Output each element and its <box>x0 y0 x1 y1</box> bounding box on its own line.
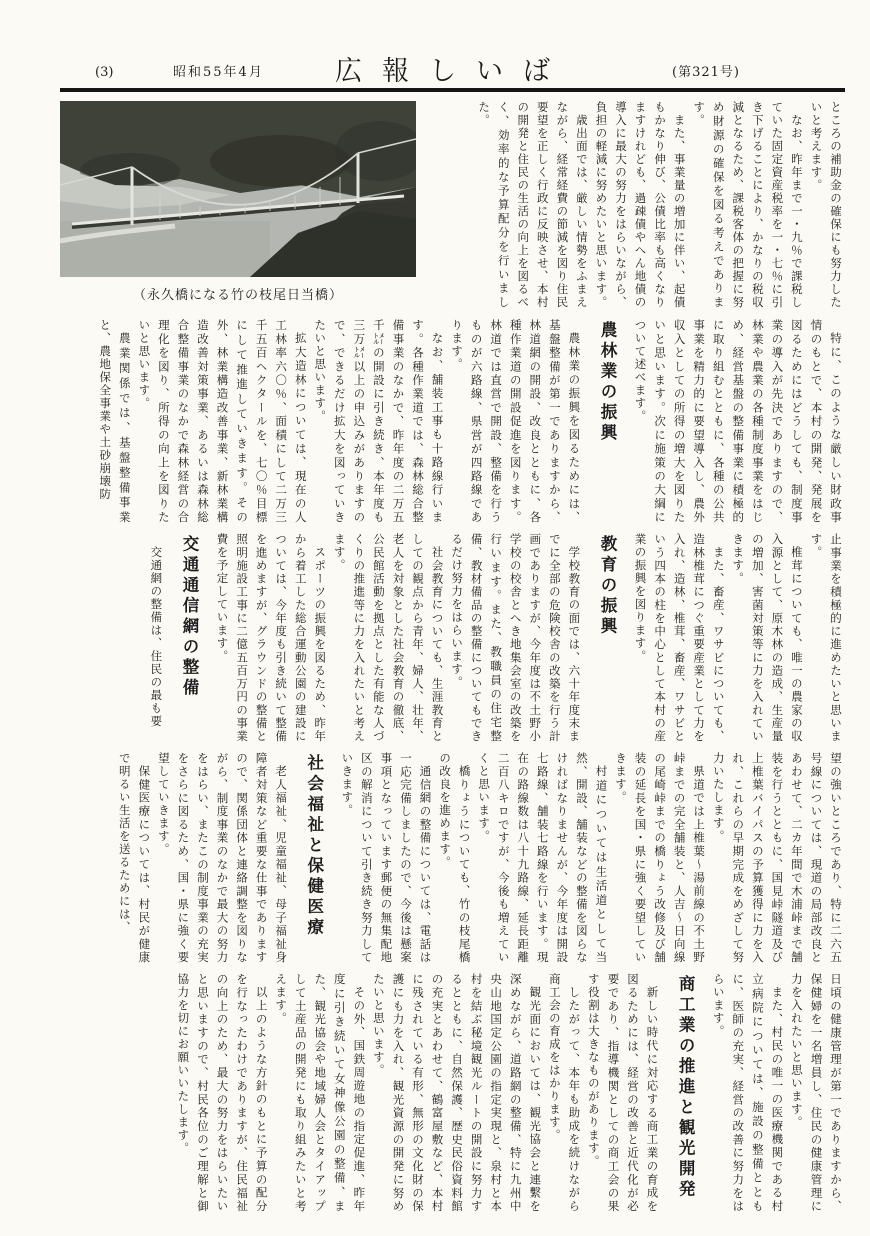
page-number: (3) <box>95 65 114 80</box>
paragraph: 日頃の健康管理が第一でありますから、保健婦を一名増員し、住民の健康管理に力を入れたいと思います。 <box>789 973 843 1213</box>
paragraph: 以上のような方針のもとに予算の配分を行なったわけでありますが、住民福祉の向上のため、最大の努力をはらいたいと思いますので、村民各位のご理解と御協力を切にお願いいたします。 <box>176 973 269 1213</box>
paragraph: なお、昨年まで一・九％で課税していた固定資産税率を一・七％に引き下げることにより、かなりの税収減となるため、課税客体の把握に努め財源の確保を図る考えであります。 <box>692 101 804 309</box>
photo-block <box>60 101 416 309</box>
paragraph: その外、国鉄周遊地の指定促進、昨年度に引き続いて女神像公園の整備、また、観光協会や地域婦人会とタイアップして土産品の開発にも取り組みたいと考えます。 <box>274 973 367 1213</box>
paragraph: また、畜産、ワサビについても、造林椎茸につぐ重要産業として力を入れ、造林、椎茸、畜産、ワサビという四本の柱を中心として本村の産業の振興を図ります。 <box>633 533 726 743</box>
paragraph: 特に、このような厳しい財政事情のもとで、本村の開発、発展を図るためにはどうしても、制度事業の導入が先決でありますので、林業や農業の各種制度事業をはじめ、経営基盤の整備事業に積極的に取り組むとともに、各種の公共事業を精力的に要望導入し、農外収入としての所得の増大を図りたいと思います。次に施策の大綱について述べます。 <box>633 319 843 524</box>
paragraph: 老人福祉、児童福祉、母子福祉身障者対策など重要な仕事でありますので、関係団体と連絡調整を図りながら、制度事業のなかで最大の努力をはらい、またこの制度事業の充実をさらに図るため、国・県に強く要望していきます。 <box>156 752 289 964</box>
section-heading-education: 教育の振興 <box>597 535 617 638</box>
issue-number: (第321号) <box>672 65 740 80</box>
paragraph: また、事業量の増加に伴い、起債もかなり伸び、公債比率も高くなりますけれども、過疎債やへん地債の導入に最大の努力をはらいながら、負担の軽減に努めたいと思います。 <box>594 101 687 309</box>
paragraph: ところの補助金の確保にも努力したいと考えます。 <box>809 101 843 309</box>
paragraph: 通信網の整備については、電話は一応完備しましたので、今後は懸案事項となっています郵便の無集配地区の解消について引き続き努力していきます。 <box>340 752 433 964</box>
paragraph: 交通網の整備は、住民の最も要 <box>149 546 164 728</box>
issue-date: 昭和55年4月 <box>173 65 264 80</box>
band-4 <box>60 752 845 964</box>
article-budget <box>426 101 845 309</box>
paragraph: したがって、本年も助成を続けながら商工会の育成をはかります。 <box>547 973 582 1213</box>
photo-caption: （永久橋になる竹の枝尾日当橋） <box>132 288 343 303</box>
paragraph: 県道では上椎葉～湯前線の不土野峠までの完全舗装と、人吉～日向線の尾崎峠までの橋りょう改修及び舗装の延長を国・県に強く要望していきます。 <box>613 752 707 964</box>
paragraph: 拡大造林については、現在の人工林率六〇％、面積にして二万三千五百ヘクタールを、七〇％目標にして推進していきます。その外、林業構造改善事業、新林業構造改善対策事業、あるいは森林総合整備事業のなかで森林経営の合理化を図り、所得の向上を図りたいと思います。 <box>137 319 308 524</box>
band-1 <box>60 101 845 309</box>
section-heading-agriculture: 農林業の振興 <box>597 321 617 444</box>
paper-title: 広報しいば <box>335 56 570 87</box>
section-heading-transport: 交通通信網の整備 <box>179 535 199 699</box>
paragraph: なお、舗装工事も十路線行います。各種作業道では、森林総合整備事業のなかで、昨年度の二万五千㍍の開設に引き続き、本年度も三万㍍以上の申込みがありますので、できるだけ拡大を図っていきたいと思います。 <box>313 319 445 524</box>
section-heading-welfare: 社会福祉と保健医療 <box>304 754 324 939</box>
paragraph: 農業関係では、基盤整備事業と、農地保全事業や土砂崩壊防 <box>98 319 132 524</box>
paragraph: 止事業を積極的に進めたいと思います。 <box>809 533 843 743</box>
bridge-photo <box>60 101 416 277</box>
paragraph: 椎茸についても、唯一の農家の収入源として、原木林の造成、生産量の増加、害菌対策等に力を入れていきます。 <box>731 533 804 743</box>
paragraph: また、村民の唯一の医療機関である村立病院については、施設の整備とともに、医師の充実、経営の改善に努力をはらいます。 <box>711 973 785 1213</box>
paragraph: 農林業の振興を図るためには、基盤整備が第一でありますから、林道網の開設、改良とともに、各種作業道の開設促進を図ります。林道では直営で開設、整備を行うものが六路線、県営が四路線であります。 <box>450 319 582 524</box>
band-2 <box>60 319 845 524</box>
paragraph: 観光面においては、観光協会と連繫を深めながら、道路網の整備、特に九州中央山地国定公園の指定実現と、泉村と本村を結ぶ秘境観光ルートの開設に努力するとともに、自然保護、歴史民俗資料館の充実とあわせて、鶴富屋敷など、本村に残されている有形、無形の文化財の保護にも力を入れ、観光資源の開発に努めたいと思います。 <box>371 973 543 1213</box>
paragraph: 保健医療については、村民が健康で明るい生活を送るためには、 <box>117 752 152 964</box>
masthead-rule <box>60 88 845 92</box>
paragraph: 新しい時代に対応する商工業の育成を図るためには、経営の改善と近代化が必要であり、指導機関としての商工会の果す役割は大きなものがあります。 <box>586 973 660 1213</box>
paragraph: 望の強いところであり、特に二六五号線については、現道の局部改良とあわせて、二カ年間で木浦峠まで舗装を行うとともに、国見峠隧道及び上椎葉バイパスの予算獲得に力を入れ、これらの早期完成をめざして努力いたします。 <box>711 752 843 964</box>
band-5 <box>60 973 845 1213</box>
paragraph: 社会教育についても、生涯教育としての観点から青年、婦人、壮年、老人を対象とした社会教育の徹底、公民館活動を拠点とした有能な人づくりの推進等に力を入れたいと考えます。 <box>332 533 445 743</box>
paragraph: 橋りょうについても、竹の枝尾橋の改良を進めます。 <box>438 752 472 964</box>
masthead <box>60 40 845 88</box>
section-heading-commerce: 商工業の推進と観光開発 <box>676 975 696 1201</box>
paragraph: 村道については生活道として当然、開設、舗装などの整備を図らなければなりませんが、今年度は開設七路線、舗装七路線を行います。現在の路線数は八十九路線、延長距離二百八キロですが、今後も増えていくと思います。 <box>477 752 609 964</box>
paragraph: 学校教育の面では、六十年度末までに全部の危険校舎の改築を行う計画でありますが、今年度は不土野小学校の校舎とへき地集会室の改築を行います。また、教職員の住宅整備、教材備品の整備についてもできるだけ努力をはらいます。 <box>450 533 582 743</box>
paragraph: スポーツの振興を図るため、昨年から着工した総合運動公園の建設については、今年度も引き続いて整備を進めますが、グラウンドの整備と照明施設工事に二億五百万円の事業費を予定しています。 <box>215 533 328 743</box>
paragraph: 歳出面では、厳しい情勢をふまえながら、経常経費の節減を図り住民要望を正しく行政に反映させ、本村の開発と住民の生活の向上を図るべく、効率的な予算配分を行いました。 <box>477 101 589 309</box>
band-3 <box>60 533 845 743</box>
